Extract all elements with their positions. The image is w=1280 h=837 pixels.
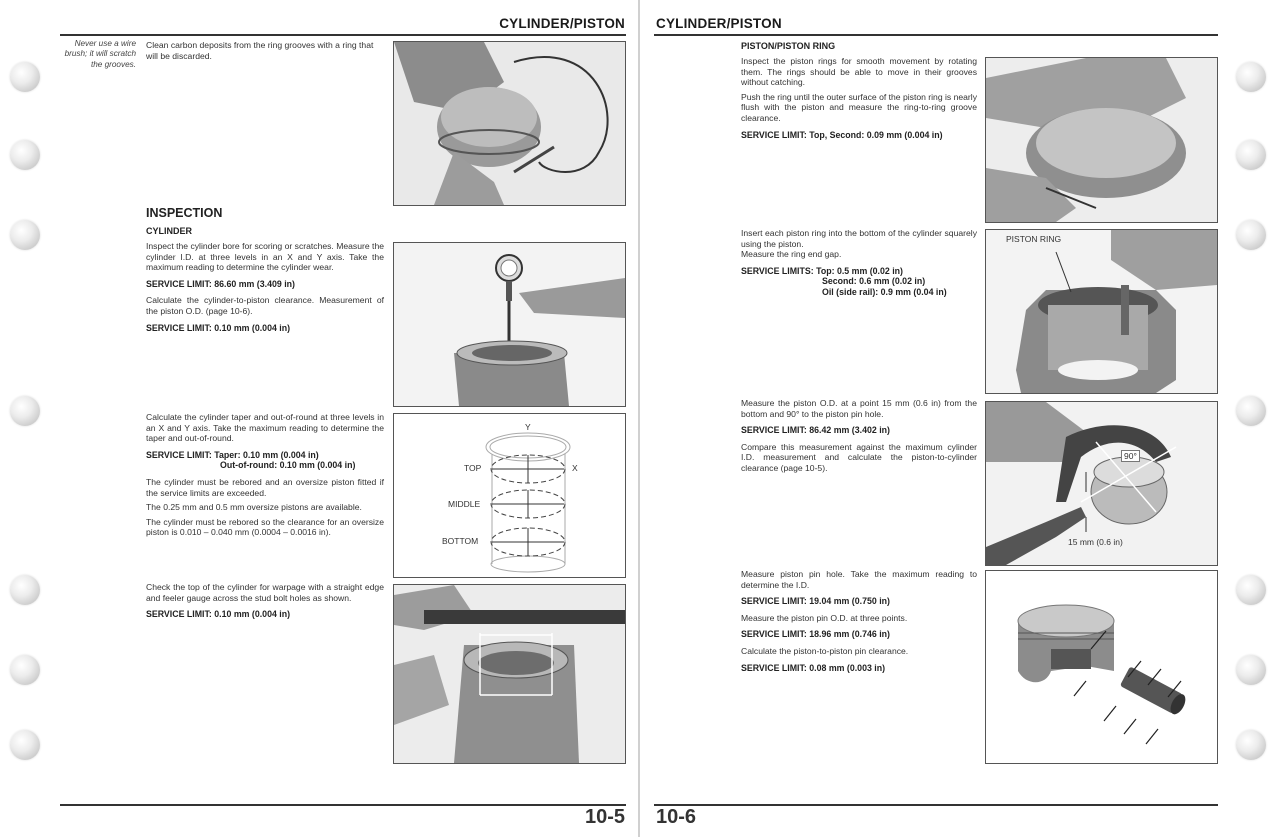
footer-rule (60, 804, 626, 806)
piston-od-text (741, 398, 977, 478)
page-number: 10-6 (656, 806, 697, 828)
paragraph: Measure the piston O.D. at a point 15 mm (0.6 in) from the bottom and 90° to the piston pin hole. (741, 398, 977, 419)
paragraph: The cylinder must be rebored and an oversize piston fitted if the service limits are exceeded. (146, 476, 384, 498)
section-title: INSPECTION (146, 206, 223, 220)
page-number: 10-5 (584, 806, 625, 828)
footer-rule (654, 804, 1218, 806)
paragraph: Compare this measurement against the maximum cylinder I.D. measurement and calculate the piston-to-cylinder clearance (page 10-5). (741, 441, 977, 473)
paragraph: The 0.25 mm and 0.5 mm oversize pistons are available. (146, 502, 362, 513)
service-limit-continued: Out-of-round: 0.10 mm (0.004 in) (220, 460, 356, 471)
binder-hole-icon (1236, 220, 1266, 250)
callout-piston-ring: PISTON RING (1006, 234, 1062, 244)
level-label-middle: MIDDLE (448, 499, 481, 509)
service-limit-continued: Oil (side rail): 0.9 mm (0.04 in) (822, 286, 947, 297)
axis-label-y: Y (525, 422, 531, 432)
service-limit: SERVICE LIMIT: 0.10 mm (0.004 in) (146, 322, 291, 333)
paragraph: Inspect the cylinder bore for scoring or scratches. Measure the cylinder I.D. at three levels in an X and Y axis. Take the maximum reading to determine the cylinder wear. (146, 241, 384, 273)
cylinder-inspection-text (146, 241, 384, 337)
paragraph: Calculate the piston-to-piston pin clearance. (741, 645, 909, 656)
paragraph: The cylinder must be rebored so the clearance for an oversize piston is 0.010 – 0.040 mm (0.0004 – 0.0016 in). (146, 516, 384, 538)
axis-label-x: X (572, 463, 578, 473)
paragraph: Calculate the cylinder-to-piston clearance. Measurement of the piston O.D. (page 10-6). (146, 295, 384, 316)
paragraph: Measure piston pin hole. Take the maximum reading to determine the I.D. (741, 569, 977, 590)
binder-hole-icon (1236, 575, 1266, 605)
binder-hole-icon (10, 655, 40, 685)
service-limit: SERVICE LIMIT: 86.60 mm (3.409 in) (146, 278, 295, 289)
figure-piston-od-micrometer (985, 401, 1218, 566)
service-limit-continued: Second: 0.6 mm (0.02 in) (822, 276, 926, 287)
subsection-title: PISTON/PISTON RING (741, 41, 836, 51)
binder-hole-icon (1236, 396, 1266, 426)
taper-text (146, 412, 384, 542)
page-header: CYLINDER/PISTON (499, 16, 625, 31)
binder-hole-icon (1236, 62, 1266, 92)
figure-ring-end-gap (985, 229, 1218, 394)
angle-label: 90° (1121, 450, 1140, 462)
header-rule (60, 34, 626, 36)
left-page (0, 0, 638, 837)
paragraph: Insert each piston ring into the bottom of the cylinder squarely using the piston. (741, 228, 977, 249)
intro-text: Clean carbon deposits from the ring grooves with a ring that will be discarded. (146, 40, 374, 61)
page-header: CYLINDER/PISTON (656, 16, 782, 31)
right-page (640, 0, 1280, 837)
paragraph: Measure the ring end gap. (741, 249, 842, 260)
paragraph: Inspect the piston rings for smooth movement by rotating them. The rings should be able to move in their grooves without catching. (741, 56, 977, 88)
binder-hole-icon (10, 396, 40, 426)
figure-ring-cleaning (393, 41, 626, 206)
figure-warpage-check (393, 584, 626, 764)
service-limit: SERVICE LIMIT: 0.10 mm (0.004 in) (146, 609, 291, 620)
paragraph: Check the top of the cylinder for warpage with a straight edge and feeler gauge across the stud bolt holes as shown. (146, 582, 384, 603)
dimension-label: 15 mm (0.6 in) (1068, 537, 1123, 547)
paragraph: Calculate the cylinder taper and out-of-round at three levels in an X and Y axis. Take the maximum reading to determine the taper and out-of-round. (146, 412, 384, 444)
binder-hole-icon (10, 730, 40, 760)
side-note: Never use a wire brush; it will scratch the grooves. (64, 39, 136, 69)
subsection-title: CYLINDER (146, 226, 193, 236)
service-limit: SERVICE LIMIT: 86.42 mm (3.402 in) (741, 425, 890, 436)
piston-pin-text (741, 569, 977, 679)
binder-hole-icon (1236, 655, 1266, 685)
service-limit: SERVICE LIMIT: Top, Second: 0.09 mm (0.004 in) (741, 129, 943, 140)
warpage-text (146, 582, 384, 624)
service-limit: SERVICE LIMIT: 0.08 mm (0.003 in) (741, 662, 886, 673)
binder-hole-icon (1236, 140, 1266, 170)
binder-hole-icon (10, 140, 40, 170)
level-label-bottom: BOTTOM (442, 536, 479, 546)
level-label-top: TOP (464, 463, 482, 473)
figure-ring-groove-clearance (985, 57, 1218, 223)
end-gap-text (741, 228, 977, 298)
service-limit: SERVICE LIMIT: 19.04 mm (0.750 in) (741, 596, 890, 607)
header-rule (654, 34, 1218, 36)
paragraph: Push the ring until the outer surface of the piston ring is nearly flush with the piston and measure the ring-to-ring groove clearance. (741, 91, 977, 123)
binder-hole-icon (10, 575, 40, 605)
paragraph: Measure the piston pin O.D. at three points. (741, 612, 908, 623)
binder-hole-icon (1236, 730, 1266, 760)
binder-hole-icon (10, 62, 40, 92)
figure-bore-gauge (393, 242, 626, 407)
figure-piston-pin (985, 570, 1218, 764)
service-limit: SERVICE LIMIT: Taper: 0.10 mm (0.004 in) (146, 449, 319, 460)
figure-measurement-levels-diagram (393, 413, 626, 578)
service-limit: SERVICE LIMIT: 18.96 mm (0.746 in) (741, 629, 890, 640)
binder-hole-icon (10, 220, 40, 250)
piston-ring-text (741, 56, 977, 144)
service-limit: SERVICE LIMITS: Top: 0.5 mm (0.02 in) (741, 265, 903, 276)
